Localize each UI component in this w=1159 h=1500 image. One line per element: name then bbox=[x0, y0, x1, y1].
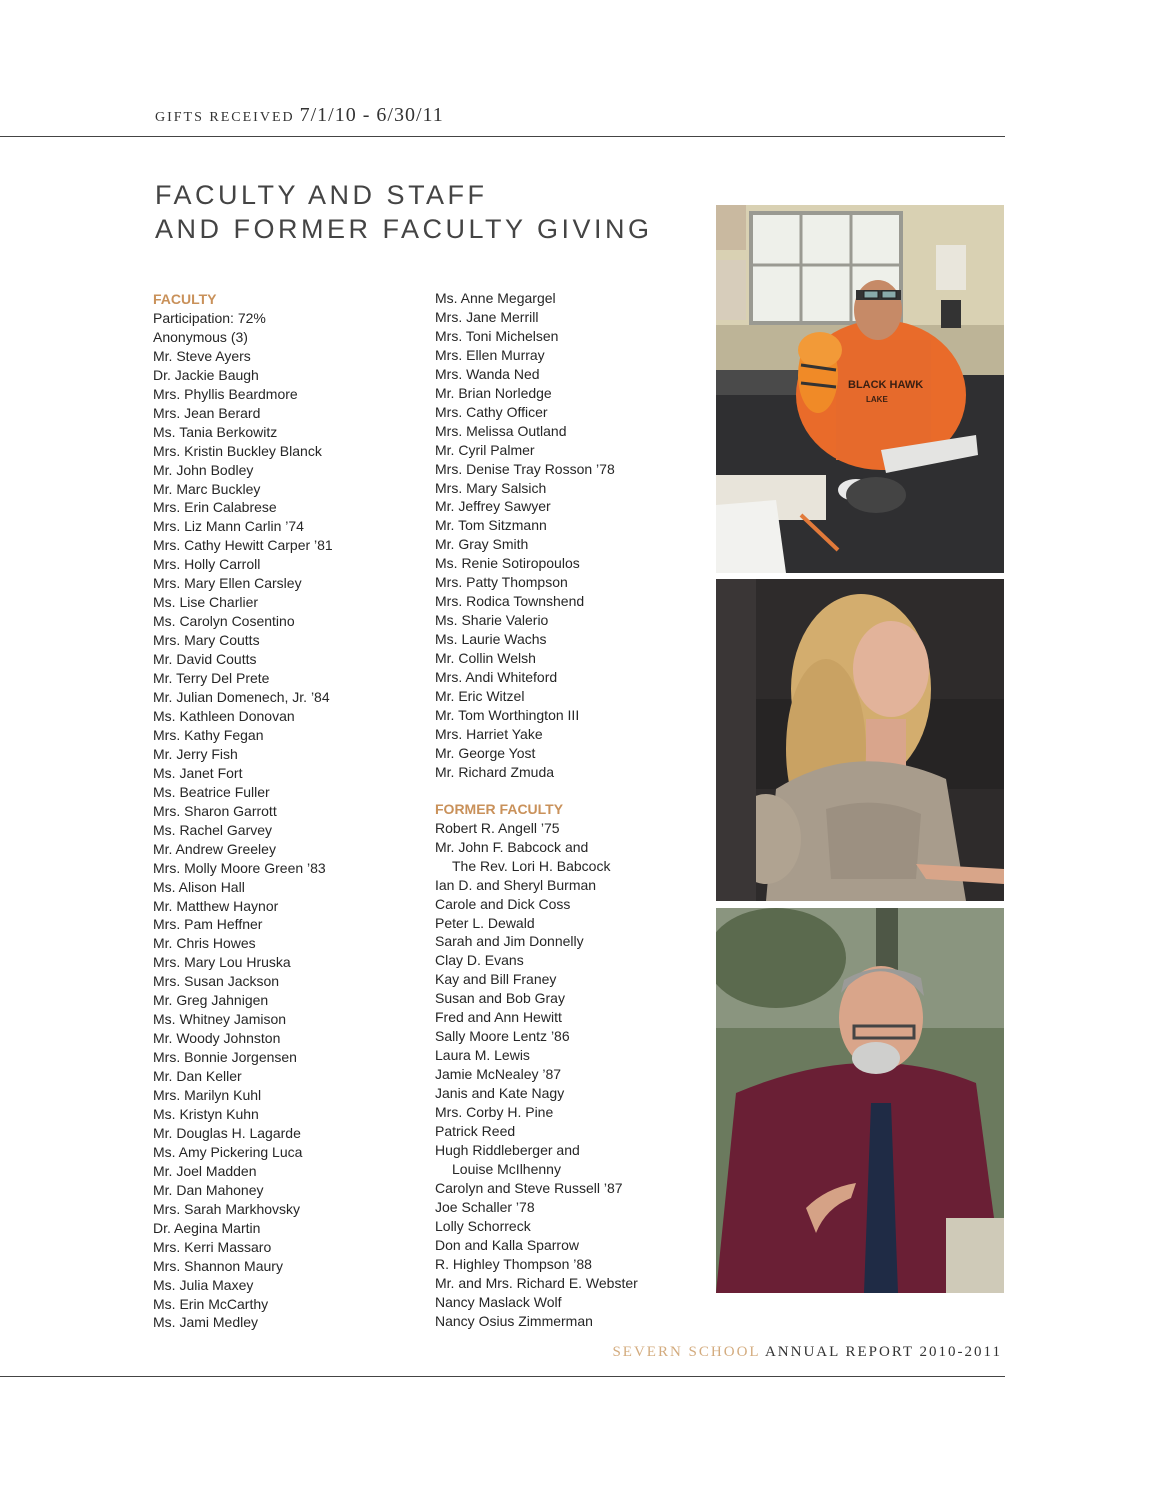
bottom-rule bbox=[0, 1376, 1005, 1377]
donor-name: Mrs. Sarah Markhovsky bbox=[153, 1200, 301, 1217]
donor-name: Ms. Rachel Garvey bbox=[153, 821, 273, 838]
donor-name: Kay and Bill Franey bbox=[435, 971, 557, 988]
donor-name: Mrs. Erin Calabrese bbox=[153, 499, 277, 516]
donor-name: Lolly Schorreck bbox=[435, 1217, 531, 1234]
donor-name: Clay D. Evans bbox=[435, 952, 524, 969]
donor-name: Mrs. Melissa Outland bbox=[435, 422, 567, 439]
donor-name: Ian D. and Sheryl Burman bbox=[435, 876, 597, 893]
donor-name: Mrs. Kathy Fegan bbox=[153, 726, 264, 743]
donor-name: Mrs. Jane Merrill bbox=[435, 308, 539, 325]
top-rule bbox=[0, 136, 1005, 137]
donor-name: Mrs. Marilyn Kuhl bbox=[153, 1087, 262, 1104]
donor-name: Mr. Richard Zmuda bbox=[435, 763, 555, 780]
donor-name: Dr. Aegina Martin bbox=[153, 1219, 261, 1236]
faculty-column-left bbox=[153, 290, 333, 1332]
donor-name: Mr. Matthew Haynor bbox=[153, 897, 279, 914]
title-line-2: AND FORMER FACULTY GIVING bbox=[155, 214, 653, 244]
donor-name: Anonymous (3) bbox=[153, 328, 248, 345]
donor-name: Ms. Tania Berkowitz bbox=[153, 423, 278, 440]
donor-name: Mrs. Mary Coutts bbox=[153, 632, 260, 649]
donor-name: Carolyn and Steve Russell ’87 bbox=[435, 1179, 623, 1196]
donor-name: Mrs. Patty Thompson bbox=[435, 574, 568, 591]
donor-name: Ms. Lise Charlier bbox=[153, 594, 259, 611]
donor-name: Mr. Eric Witzel bbox=[435, 688, 525, 705]
donor-name: R. Highley Thompson ’88 bbox=[435, 1255, 592, 1272]
donor-name: Ms. Sharie Valerio bbox=[435, 612, 549, 629]
donor-name: Peter L. Dewald bbox=[435, 914, 535, 931]
donor-name: Mr. Gray Smith bbox=[435, 536, 529, 553]
donor-name: Ms. Julia Maxey bbox=[153, 1276, 254, 1293]
page-header bbox=[155, 104, 444, 127]
donor-name: Dr. Jackie Baugh bbox=[153, 366, 259, 383]
donor-name: Joe Schaller ’78 bbox=[435, 1198, 535, 1215]
donor-name: Mr. Terry Del Prete bbox=[153, 670, 270, 687]
donor-name: Mr. Marc Buckley bbox=[153, 480, 261, 497]
page-title bbox=[155, 178, 653, 246]
donor-name: Mr. Dan Keller bbox=[153, 1068, 242, 1085]
photo-teacher-with-tigger-image bbox=[716, 205, 1004, 573]
shirt-text: BLACK HAWK bbox=[848, 379, 924, 391]
donor-name: Hugh Riddleberger and bbox=[435, 1141, 580, 1158]
donor-name: Mrs. Denise Tray Rosson ’78 bbox=[435, 460, 615, 477]
donor-name: Don and Kalla Sparrow bbox=[435, 1236, 579, 1253]
donor-name: Mr. Dan Mahoney bbox=[153, 1181, 264, 1198]
donor-name: Ms. Renie Sotiropoulos bbox=[435, 555, 580, 572]
donor-name: Mr. Cyril Palmer bbox=[435, 441, 535, 458]
donor-name: Mr. George Yost bbox=[435, 744, 536, 761]
donor-name: Mr. Joel Madden bbox=[153, 1162, 257, 1179]
donor-name: Participation: 72% bbox=[153, 309, 266, 326]
donor-name: Ms. Kathleen Donovan bbox=[153, 707, 295, 724]
donor-name: Mrs. Phyllis Beardmore bbox=[153, 385, 298, 402]
donor-name: Mrs. Jean Berard bbox=[153, 404, 261, 421]
donor-name: Mrs. Mary Lou Hruska bbox=[153, 954, 291, 971]
donor-name: Mrs. Pam Heffner bbox=[153, 916, 263, 933]
title-line-1: FACULTY AND STAFF bbox=[155, 180, 488, 210]
donor-name: Jamie McNealey ’87 bbox=[435, 1066, 562, 1083]
photo-woman-seated bbox=[716, 579, 1004, 901]
donor-name: Mr. David Coutts bbox=[153, 651, 257, 668]
donor-name: Ms. Janet Fort bbox=[153, 764, 243, 781]
header-dates: 7/1/10 - 6/30/11 bbox=[299, 104, 444, 126]
donor-name: Robert R. Angell ’75 bbox=[435, 819, 560, 836]
donor-name: Ms. Erin McCarthy bbox=[153, 1295, 269, 1312]
donor-name: Mrs. Mary Ellen Carsley bbox=[153, 575, 302, 592]
donor-name: Mrs. Cathy Officer bbox=[435, 403, 548, 420]
donor-name: Mrs. Bonnie Jorgensen bbox=[153, 1049, 297, 1066]
donor-name: Mrs. Toni Michelsen bbox=[435, 327, 559, 344]
donor-name: Mr. Andrew Greeley bbox=[153, 840, 276, 857]
footer-report-title: ANNUAL REPORT 2010-2011 bbox=[764, 1344, 1002, 1360]
donor-name: Mrs. Corby H. Pine bbox=[435, 1104, 554, 1121]
donor-name: Ms. Jami Medley bbox=[153, 1314, 259, 1331]
donor-name: Mr. Tom Worthington III bbox=[435, 706, 580, 723]
donor-name: Ms. Carolyn Cosentino bbox=[153, 613, 295, 630]
donor-name: Mrs. Molly Moore Green ’83 bbox=[153, 859, 326, 876]
donor-name: Ms. Amy Pickering Luca bbox=[153, 1143, 303, 1160]
header-label: GIFTS RECEIVED bbox=[155, 110, 295, 125]
donor-name: Mr. Greg Jahnigen bbox=[153, 992, 269, 1009]
donor-name: Mr. John Bodley bbox=[153, 461, 254, 478]
donor-name: Mrs. Shannon Maury bbox=[153, 1257, 283, 1274]
donor-name: The Rev. Lori H. Babcock bbox=[452, 857, 611, 874]
donor-name: Mr. Douglas H. Lagarde bbox=[153, 1124, 301, 1141]
donor-name: Mr. and Mrs. Richard E. Webster bbox=[435, 1274, 638, 1291]
photo-woman-seated-image bbox=[716, 579, 1004, 901]
donor-name: Fred and Ann Hewitt bbox=[435, 1009, 562, 1026]
photo-man-gesturing-image bbox=[716, 908, 1004, 1293]
donor-name: Ms. Alison Hall bbox=[153, 878, 245, 895]
donor-name: Laura M. Lewis bbox=[435, 1047, 530, 1064]
donor-name: Mrs. Kerri Massaro bbox=[153, 1238, 272, 1255]
donor-name: Mrs. Sharon Garrott bbox=[153, 802, 277, 819]
donor-name: Mrs. Holly Carroll bbox=[153, 556, 261, 573]
donor-name: Mr. Julian Domenech, Jr. ’84 bbox=[153, 689, 330, 706]
donor-name: Mrs. Liz Mann Carlin ’74 bbox=[153, 518, 304, 535]
faculty-column-right bbox=[435, 289, 638, 1330]
section-gap bbox=[435, 782, 638, 800]
shirt-subtext: LAKE bbox=[866, 395, 888, 404]
page-footer bbox=[612, 1344, 1002, 1361]
donor-name: Mr. Chris Howes bbox=[153, 935, 256, 952]
donor-name: Nancy Maslack Wolf bbox=[435, 1293, 562, 1310]
donor-name: Mr. Tom Sitzmann bbox=[435, 517, 547, 534]
donor-name: Ms. Whitney Jamison bbox=[153, 1011, 287, 1028]
donor-name: Mrs. Rodica Townshend bbox=[435, 593, 585, 610]
donor-name: Ms. Kristyn Kuhn bbox=[153, 1105, 259, 1122]
donor-name: Mr. Woody Johnston bbox=[153, 1030, 281, 1047]
donor-name: Nancy Osius Zimmerman bbox=[435, 1312, 593, 1329]
donor-name: Mrs. Mary Salsich bbox=[435, 479, 547, 496]
donor-name: Mr. Brian Norledge bbox=[435, 384, 552, 401]
donor-name: Mrs. Andi Whiteford bbox=[435, 669, 558, 686]
donor-name: Louise McIlhenny bbox=[452, 1160, 561, 1177]
donor-name: Mrs. Cathy Hewitt Carper ’81 bbox=[153, 537, 333, 554]
donor-name: Janis and Kate Nagy bbox=[435, 1085, 565, 1102]
donor-name: Mr. Collin Welsh bbox=[435, 650, 536, 667]
donor-name: Mrs. Ellen Murray bbox=[435, 346, 545, 363]
donor-name: Patrick Reed bbox=[435, 1122, 516, 1139]
donor-name: Mrs. Wanda Ned bbox=[435, 365, 540, 382]
donor-name: Ms. Laurie Wachs bbox=[435, 631, 547, 648]
faculty-list-continued bbox=[435, 289, 638, 782]
donor-name: Ms. Anne Megargel bbox=[435, 290, 556, 306]
donor-name: Mrs. Kristin Buckley Blanck bbox=[153, 442, 322, 459]
donor-name: Ms. Beatrice Fuller bbox=[153, 783, 270, 800]
donor-name: Mr. Jeffrey Sawyer bbox=[435, 498, 551, 515]
faculty-heading: FACULTY bbox=[153, 291, 217, 307]
donor-name: Susan and Bob Gray bbox=[435, 990, 565, 1007]
donor-name: Sally Moore Lentz ’86 bbox=[435, 1028, 570, 1045]
donor-name: Mrs. Susan Jackson bbox=[153, 973, 280, 990]
photo-teacher-with-tigger bbox=[716, 205, 1004, 573]
donor-name: Carole and Dick Coss bbox=[435, 895, 571, 912]
former-faculty-heading: FORMER FACULTY bbox=[435, 800, 564, 817]
donor-name: Mrs. Harriet Yake bbox=[435, 725, 543, 742]
donor-name: Sarah and Jim Donnelly bbox=[435, 933, 584, 950]
donor-name: Mr. John F. Babcock and bbox=[435, 838, 589, 855]
footer-school-name: SEVERN SCHOOL bbox=[612, 1344, 761, 1360]
former-faculty-list bbox=[435, 819, 638, 1331]
photo-man-gesturing bbox=[716, 908, 1004, 1293]
donor-name: Mr. Steve Ayers bbox=[153, 347, 251, 364]
donor-name: Mr. Jerry Fish bbox=[153, 745, 238, 762]
